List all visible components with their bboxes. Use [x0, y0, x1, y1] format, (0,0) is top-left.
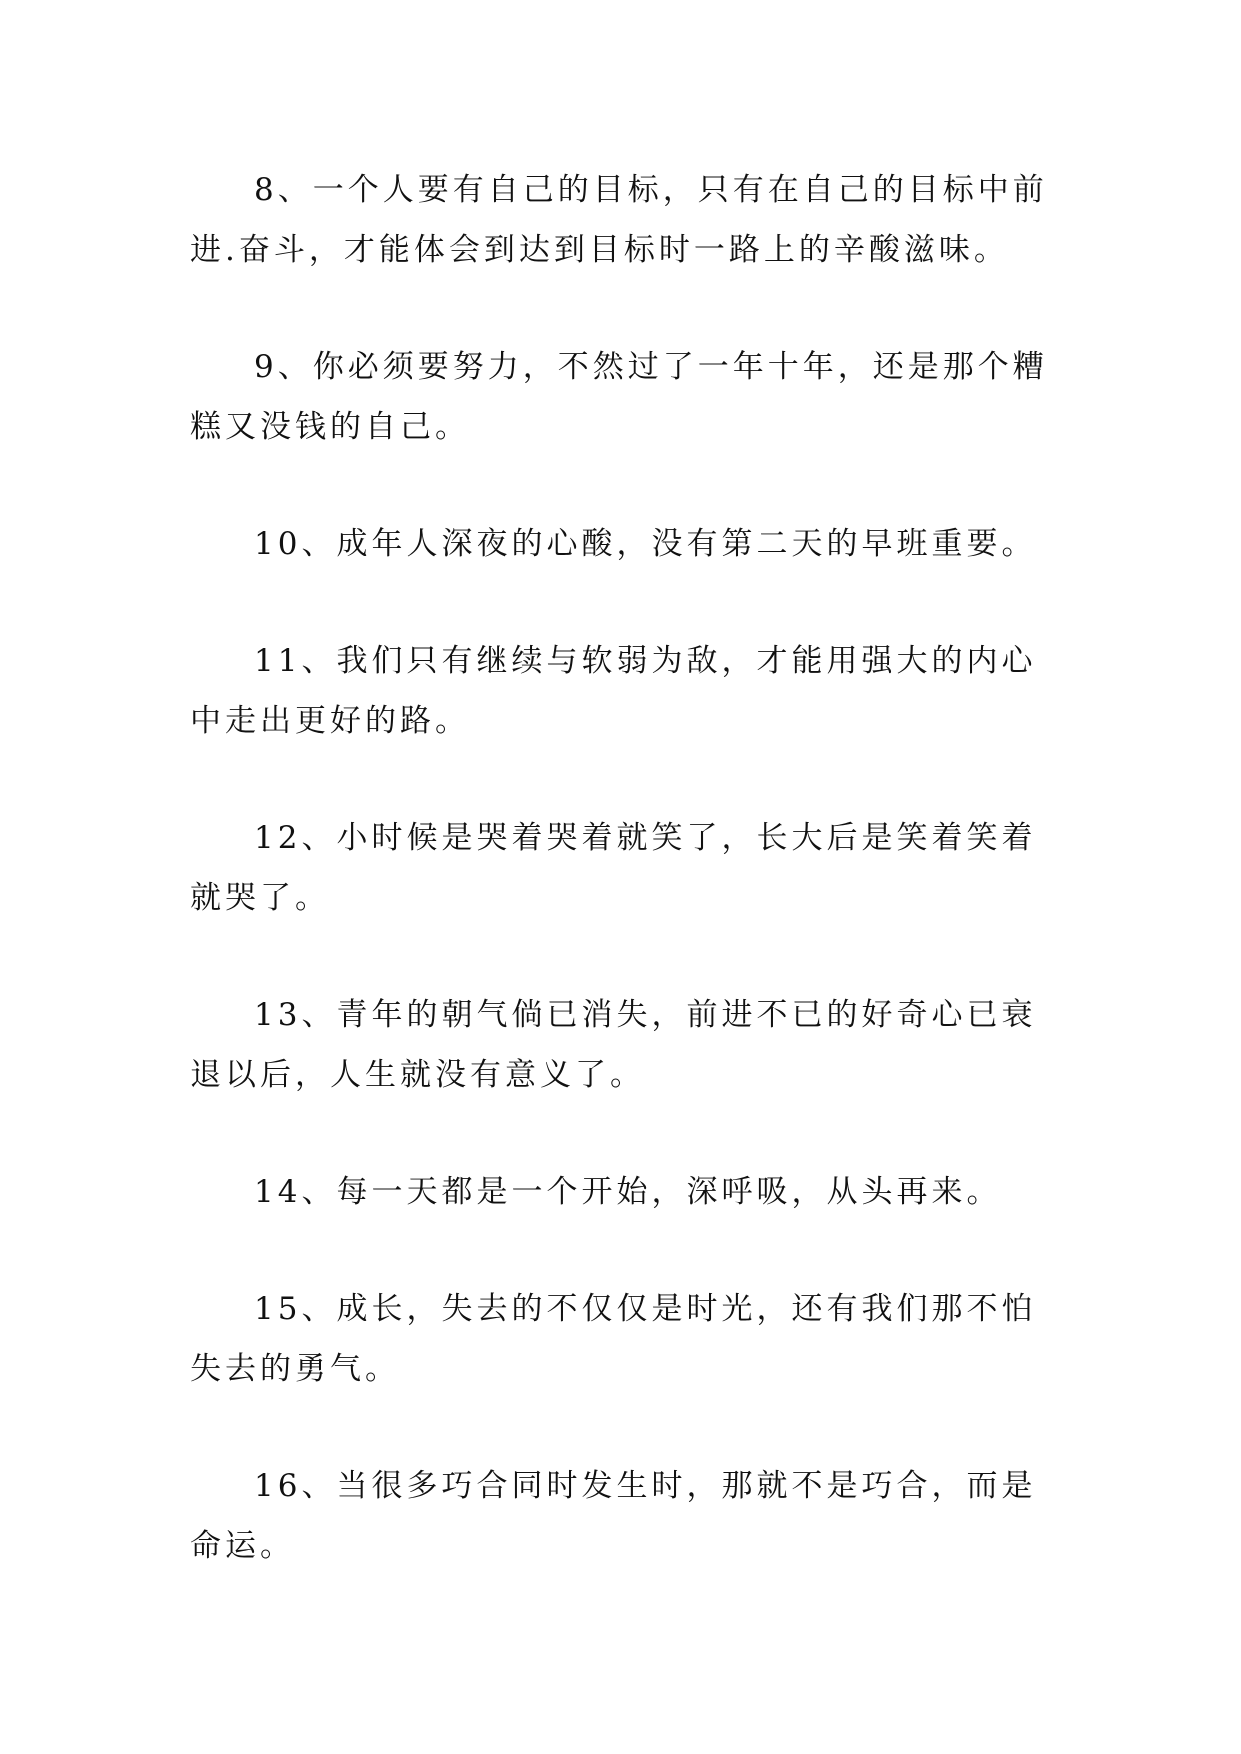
paragraph-16: 16、当很多巧合同时发生时，那就不是巧合，而是命运。 — [190, 1468, 1037, 1564]
paragraph-14: 14、每一天都是一个开始，深呼吸，从头再来。 — [254, 1174, 1002, 1210]
paragraph-8: 8、一个人要有自己的目标，只有在自己的目标中前进.奋斗，才能体会到达到目标时一路上的辛酸滋味。 — [190, 172, 1048, 268]
paragraph-9: 9、你必须要努力，不然过了一年十年，还是那个糟糕又没钱的自己。 — [190, 349, 1048, 445]
paragraph-13: 13、青年的朝气倘已消失，前进不已的好奇心已衰退以后，人生就没有意义了。 — [190, 997, 1037, 1093]
document-body — [190, 160, 1050, 1633]
paragraph-15: 15、成长，失去的不仅仅是时光，还有我们那不怕失去的勇气。 — [190, 1291, 1037, 1387]
paragraph-12: 12、小时候是哭着哭着就笑了，长大后是笑着笑着就哭了。 — [190, 820, 1037, 916]
paragraph-11: 11、我们只有继续与软弱为敌，才能用强大的内心中走出更好的路。 — [190, 643, 1037, 739]
paragraph-10: 10、成年人深夜的心酸，没有第二天的早班重要。 — [254, 526, 1037, 562]
